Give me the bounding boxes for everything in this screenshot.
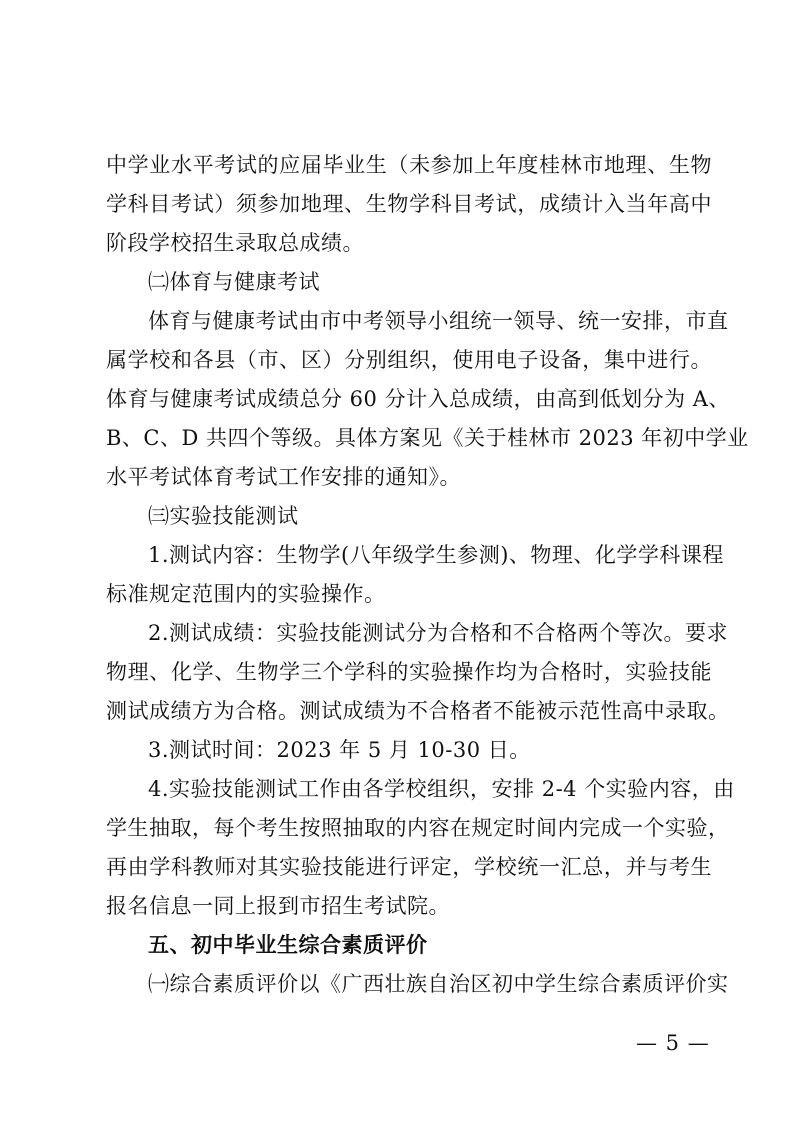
body-line: 体育与健康考试由市中考领导小组统一领导、统一安排，市直 [148, 309, 729, 333]
body-line: 学生抽取，每个考生按照抽取的内容在规定时间内完成一个实验， [106, 816, 730, 840]
body-line: 学科目考试）须参加地理、生物学科目考试，成绩计入当年高中 [106, 192, 712, 216]
body-line: 物理、化学、生物学三个学科的实验操作均为合格时，实验技能 [106, 660, 712, 684]
body-line: 4.实验技能测试工作由各学校组织，安排 2-4 个实验内容，由 [148, 777, 735, 801]
body-line: 水平考试体育考试工作安排的通知》。 [106, 465, 461, 489]
page-number: — 5 — [636, 1031, 710, 1055]
body-line: 再由学科教师对其实验技能进行评定，学校统一汇总，并与考生 [106, 855, 712, 879]
body-line: 1.测试内容：生物学(八年级学生参测)、物理、化学学科课程 [148, 543, 724, 567]
body-line: 属学校和各县（市、区）分别组织，使用电子设备，集中进行。 [106, 348, 712, 372]
section-heading-5: 五、初中毕业生综合素质评价 [148, 933, 428, 957]
body-line: 阶段学校招生录取总成绩。 [106, 231, 364, 255]
body-line: 中学业水平考试的应届毕业生（未参加上年度桂林市地理、生物 [106, 153, 712, 177]
body-line: 测试成绩方为合格。测试成绩为不合格者不能被示范性高中录取。 [106, 699, 730, 723]
body-line: ㈠综合素质评价以《广西壮族自治区初中学生综合素质评价实 [148, 972, 729, 996]
body-line: B、C、D 共四个等级。具体方案见《关于桂林市 2023 年初中学业 [106, 426, 749, 450]
body-line: 报名信息一同上报到市招生考试院。 [106, 894, 450, 918]
body-line: 2.测试成绩：实验技能测试分为合格和不合格两个等次。要求 [148, 621, 729, 645]
body-line: 标准规定范围内的实验操作。 [106, 582, 386, 606]
subsection-heading-pe: ㈡体育与健康考试 [148, 270, 320, 294]
subsection-heading-lab: ㈢实验技能测试 [148, 504, 299, 528]
body-line: 体育与健康考试成绩总分 60 分计入总成绩，由高到低划分为 A、 [106, 387, 730, 411]
body-line: 3.测试时间：2023 年 5 月 10-30 日。 [148, 738, 531, 762]
